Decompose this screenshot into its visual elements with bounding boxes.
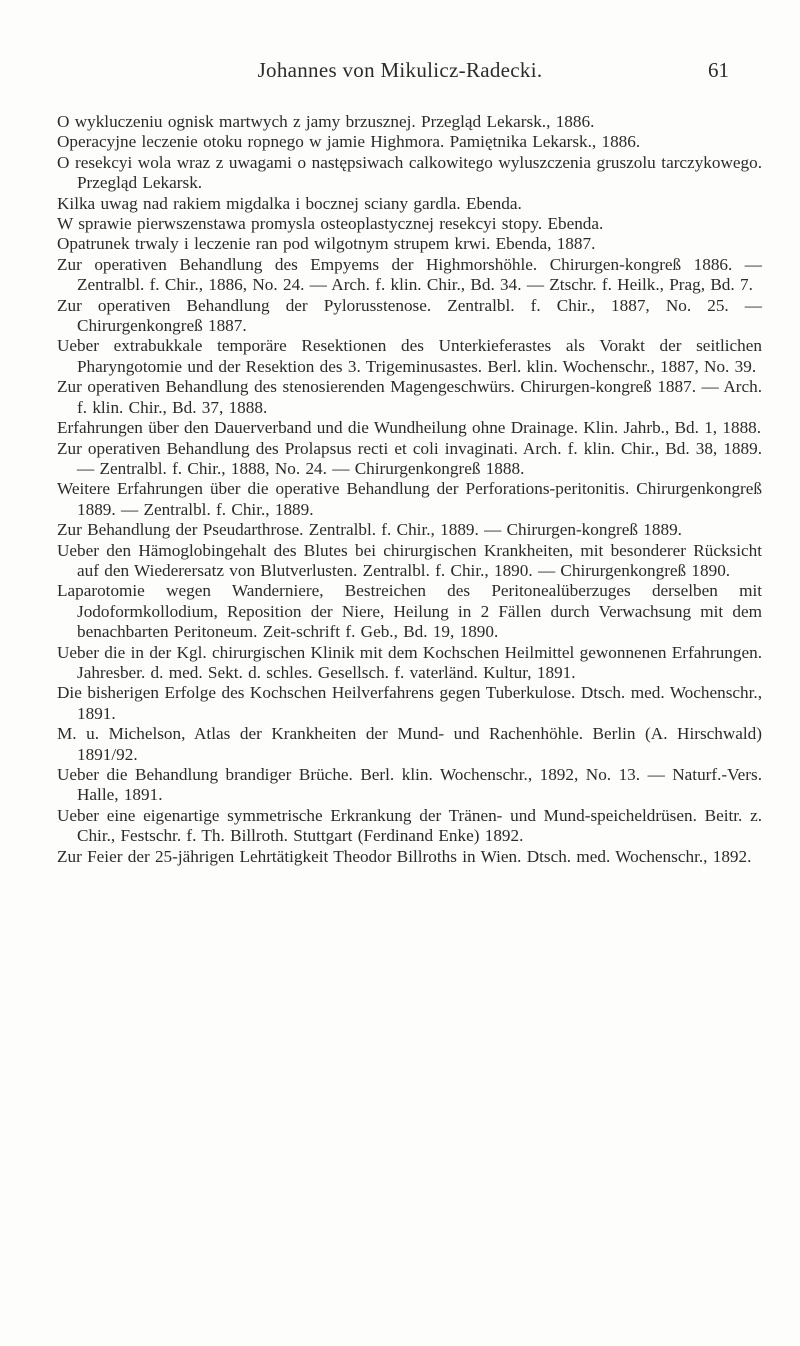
bibliography-entry: Ueber eine eigenartige symmetrische Erkrankung der Tränen- und Mund-speicheldrüsen. Beitr. z. Chir., Festschr. f. Th. Billroth. Stuttgart (Ferdinand Enke) 1892. [57,805,762,846]
bibliography-entry: Ueber extrabukkale temporäre Resektionen des Unterkieferastes als Vorakt der seitlichen Pharyngotomie und der Resektion des 3. Trigeminusastes. Berl. klin. Wochenschr., 1887, No. 39. [57,336,762,376]
page-number: 61 [708,58,729,82]
running-head: Johannes von Mikulicz-Radecki. [257,58,543,82]
bibliography-entry: Die bisherigen Erfolge des Kochschen Heilverfahrens gegen Tuberkulose. Dtsch. med. Wochenschr., 1891. [57,683,762,723]
bibliography-entry: Erfahrungen über den Dauerverband und die Wundheilung ohne Drainage. Klin. Jahrb., Bd. 1, 1888. [57,418,762,438]
bibliography-entry: Zur operativen Behandlung der Pylorusstenose. Zentralbl. f. Chir., 1887, No. 25. — Chirurgenkongreß 1887. [57,295,762,336]
bibliography-entry: Laparotomie wegen Wanderniere, Bestreichen des Peritonealüberzuges derselben mit Jodoformkollodium, Reposition der Niere, Heilung in 2 Fällen durch Verwachsung mit dem benachbarten Peritoneum. Zeit-schrift f. Geb., Bd. 19, 1890. [57,581,762,642]
bibliography-entry: M. u. Michelson, Atlas der Krankheiten der Mund- und Rachenhöhle. Berlin (A. Hirschwald) 1891/92. [57,724,762,764]
bibliography-entry: Zur Feier der 25-jährigen Lehrtätigkeit Theodor Billroths in Wien. Dtsch. med. Wochenschr., 1892. [57,846,752,866]
bibliography-entry: Ueber die Behandlung brandiger Brüche. Berl. klin. Wochenschr., 1892, No. 13. — Naturf.-Vers. Halle, 1891. [57,765,762,805]
bibliography-entry: Zur operativen Behandlung des stenosierenden Magengeschwürs. Chirurgen-kongreß 1887. — Arch. f. klin. Chir., Bd. 37, 1888. [57,377,762,417]
bibliography-entry: Operacyjne leczenie otoku ropnego w jamie Highmora. Pamiętnika Lekarsk., 1886. [57,132,641,152]
bibliography-entry: Zur operativen Behandlung des Empyems der Highmorshöhle. Chirurgen-kongreß 1886. — Zentralbl. f. Chir., 1886, No. 24. — Arch. f. klin. Chir., Bd. 34. — Ztschr. f. Heilk., Prag, Bd. 7. [57,254,762,295]
bibliography-entry: Ueber die in der Kgl. chirurgischen Klinik mit dem Kochschen Heilmittel gewonnenen Erfahrungen. Jahresber. d. med. Sekt. d. schles. Gesellsch. f. vaterländ. Kultur, 1891. [57,642,762,682]
bibliography-entry: Opatrunek trwaly i leczenie ran pod wilgotnym strupem krwi. Ebenda, 1887. [57,234,596,254]
bibliography-entry: W sprawie pierwszenstawa promysla osteoplastycznej resekcyi stopy. Ebenda. [57,214,604,234]
page-header [0,58,800,88]
bibliography-entry: Zur operativen Behandlung des Prolapsus recti et coli invaginati. Arch. f. klin. Chir., Bd. 38, 1889. — Zentralbl. f. Chir., 1888, No. 24. — Chirurgenkongreß 1888. [57,438,762,478]
bibliography-entry: Zur Behandlung der Pseudarthrose. Zentralbl. f. Chir., 1889. — Chirurgen-kongreß 1889. [57,520,682,540]
bibliography-entry: Weitere Erfahrungen über die operative Behandlung der Perforations-peritonitis. Chirurgenkongreß 1889. — Zentralbl. f. Chir., 1889. [57,479,762,519]
bibliography-entry: Kilka uwag nad rakiem migdalka i bocznej sciany gardla. Ebenda. [57,193,522,213]
bibliography-entry: O resekcyi wola wraz z uwagami o następsiwach calkowitego wyluszczenia gruszolu tarczykowego. Przegląd Lekarsk. [57,152,762,193]
bibliography-list [57,112,762,867]
bibliography-entry: O wykluczeniu ognisk martwych z jamy brzusznej. Przegląd Lekarsk., 1886. [57,112,595,131]
bibliography-entry: Ueber den Hämoglobingehalt des Blutes bei chirurgischen Krankheiten, mit besonderer Rücksicht auf den Wiederersatz von Blutverlusten. Zentralbl. f. Chir., 1890. — Chirurgenkongreß 1890. [57,540,762,580]
